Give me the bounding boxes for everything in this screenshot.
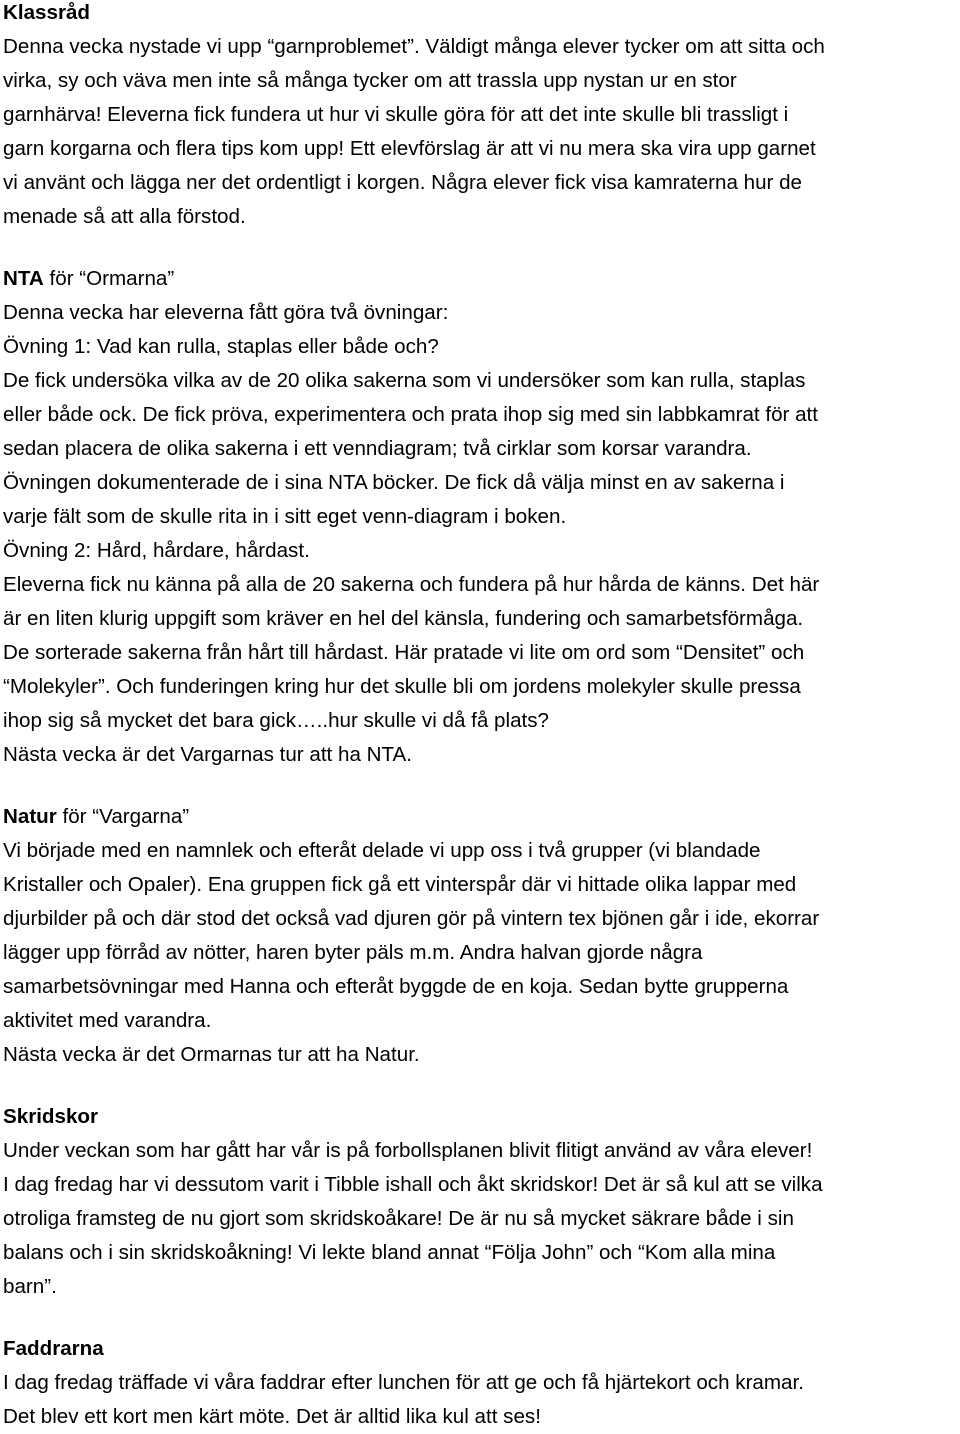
text-line: vi använt och lägga ner det ordentligt i korgen. Några elever fick visa kamraterna hur de bbox=[3, 171, 803, 194]
paragraph-gap bbox=[3, 1072, 959, 1100]
text-line: Eleverna fick nu känna på alla de 20 sakerna och fundera på hur hårda de känns. Det här bbox=[3, 573, 820, 596]
text-line: Övning 1: Vad kan rulla, staplas eller både och? bbox=[3, 335, 439, 358]
text-line: sedan placera de olika sakerna i ett venndiagram; två cirklar som korsar varandra. bbox=[3, 437, 752, 460]
paragraph-gap bbox=[3, 772, 959, 800]
text-line: Nästa vecka är det Ormarnas tur att ha Natur. bbox=[3, 1043, 420, 1066]
text-line: är en liten klurig uppgift som kräver en hel del känsla, fundering och samarbetsförmåga. bbox=[3, 607, 804, 630]
text-line: De fick undersöka vilka av de 20 olika sakerna som vi undersöker som kan rulla, staplas bbox=[3, 369, 806, 392]
section-heading: Faddrarna bbox=[3, 1337, 104, 1360]
paragraph-gap bbox=[3, 1304, 959, 1332]
text-line: Vi började med en namnlek och efteråt delade vi upp oss i två grupper (vi blandade bbox=[3, 839, 761, 862]
text-line: Denna vecka har eleverna fått göra två övningar: bbox=[3, 301, 449, 324]
document-page bbox=[3, 0, 959, 1434]
section-skridskor bbox=[3, 1100, 959, 1304]
text-line: eller både ock. De fick pröva, experimentera och prata ihop sig med sin labbkamrat för att bbox=[3, 403, 819, 426]
text-line: garn korgarna och flera tips kom upp! Ett elevförslag är att vi nu mera ska vira upp garnet bbox=[3, 137, 816, 160]
text-line: Nästa vecka är det Vargarnas tur att ha NTA. bbox=[3, 743, 413, 766]
section-natur bbox=[3, 800, 959, 1072]
text-line: varje fält som de skulle rita in i sitt eget venn-diagram i boken. bbox=[3, 505, 567, 528]
paragraph-gap bbox=[3, 234, 959, 262]
text-line: Det blev ett kort men kärt möte. Det är alltid lika kul att ses! bbox=[3, 1405, 541, 1428]
text-line: djurbilder på och där stod det också vad djuren gör på vintern tex bjönen går i ide, ekorrar bbox=[3, 907, 820, 930]
section-faddrarna bbox=[3, 1332, 959, 1434]
text-line: I dag fredag har vi dessutom varit i Tibble ishall och åkt skridskor! Det är så kul att se vilka bbox=[3, 1173, 823, 1196]
section-heading bbox=[3, 262, 959, 296]
section-heading: Klassråd bbox=[3, 1, 91, 24]
heading-rest: för “Vargarna” bbox=[56, 805, 190, 828]
text-line: Övning 2: Hård, hårdare, hårdast. bbox=[3, 539, 310, 562]
text-line: menade så att alla förstod. bbox=[3, 205, 246, 228]
text-line: garnhärva! Eleverna fick fundera ut hur vi skulle göra för att det inte skulle bli trassligt i bbox=[3, 103, 789, 126]
text-line: I dag fredag träffade vi våra faddrar efter lunchen för att ge och få hjärtekort och kramar. bbox=[3, 1371, 804, 1394]
text-line: balans och i sin skridskoåkning! Vi lekte bland annat “Följa John” och “Kom alla mina bbox=[3, 1241, 776, 1264]
text-line: samarbetsövningar med Hanna och efteråt byggde de en koja. Sedan bytte grupperna bbox=[3, 975, 789, 998]
heading-rest: för “Ormarna” bbox=[43, 267, 175, 290]
text-line: Denna vecka nystade vi upp “garnproblemet”. Väldigt många elever tycker om att sitta och bbox=[3, 35, 825, 58]
section-heading: Skridskor bbox=[3, 1105, 99, 1128]
section-klassrad bbox=[3, 0, 959, 234]
text-line: otroliga framsteg de nu gjort som skridskoåkare! De är nu så mycket säkrare både i sin bbox=[3, 1207, 794, 1230]
text-line: barn”. bbox=[3, 1275, 57, 1298]
text-line: ihop sig så mycket det bara gick…..hur skulle vi då få plats? bbox=[3, 709, 549, 732]
text-line: De sorterade sakerna från hårt till hårdast. Här pratade vi lite om ord som “Densitet” och bbox=[3, 641, 805, 664]
section-nta bbox=[3, 262, 959, 772]
heading-keyword: Natur bbox=[3, 805, 57, 828]
section-heading bbox=[3, 800, 959, 834]
text-line: aktivitet med varandra. bbox=[3, 1009, 212, 1032]
text-line: lägger upp förråd av nötter, haren byter päls m.m. Andra halvan gjorde några bbox=[3, 941, 703, 964]
text-line: Kristaller och Opaler). Ena gruppen fick gå ett vinterspår där vi hittade olika lappar med bbox=[3, 873, 797, 896]
text-line: Under veckan som har gått har vår is på forbollsplanen blivit flitigt använd av våra elever! bbox=[3, 1139, 813, 1162]
text-line: “Molekyler”. Och funderingen kring hur det skulle bli om jordens molekyler skulle pressa bbox=[3, 675, 801, 698]
text-line: Övningen dokumenterade de i sina NTA böcker. De fick då välja minst en av sakerna i bbox=[3, 471, 785, 494]
heading-keyword: NTA bbox=[3, 267, 44, 290]
text-line: virka, sy och väva men inte så många tycker om att trassla upp nystan ur en stor bbox=[3, 69, 737, 92]
